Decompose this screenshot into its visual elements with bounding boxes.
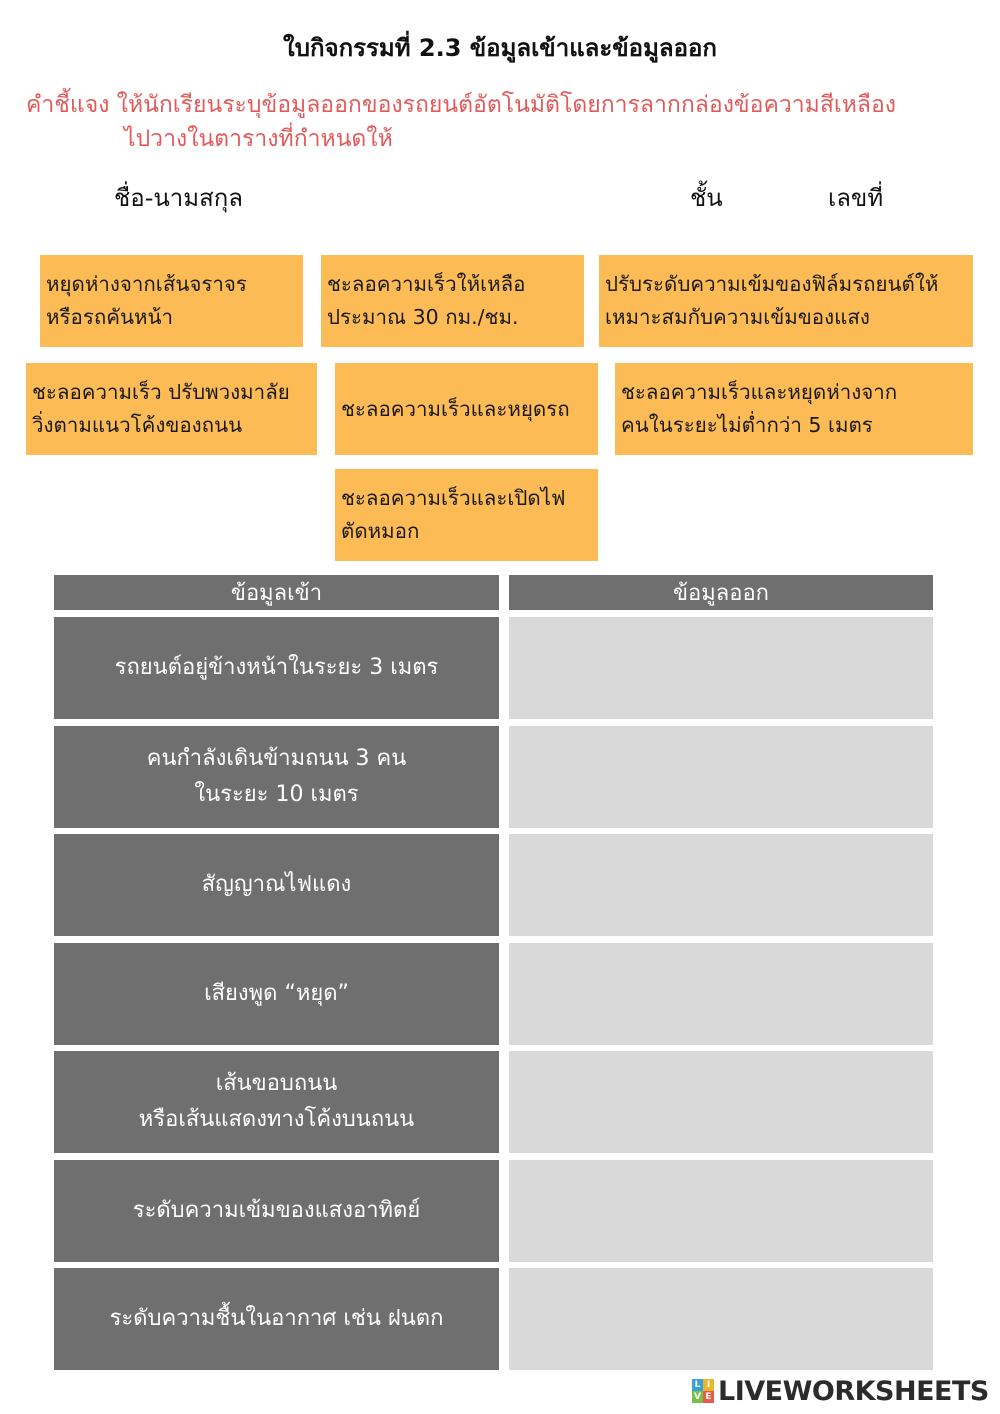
input-cell: ระดับความเข้มของแสงอาทิตย์ [54, 1160, 499, 1262]
worksheet-title: ใบกิจกรรมที่ 2.3 ข้อมูลเข้าและข้อมูลออก [283, 34, 717, 62]
instruction-line-2: ไปวางในตารางที่กำหนดให้ [124, 126, 393, 152]
logo-letter: V [692, 1391, 703, 1403]
logo-letter: L [692, 1379, 703, 1391]
output-drop-zone[interactable] [509, 1051, 933, 1153]
drag-card[interactable]: ปรับระดับความเข้มของฟิล์มรถยนต์ให้ เหมาะสมกับความเข้มของแสง [599, 255, 973, 347]
instructions [26, 88, 986, 156]
input-cell: เสียงพูด “หยุด” [54, 943, 499, 1045]
output-column-header: ข้อมูลออก [509, 575, 933, 610]
output-drop-zone[interactable] [509, 726, 933, 828]
drag-card[interactable]: ชะลอความเร็วและเปิดไฟ ตัดหมอก [335, 469, 598, 561]
output-drop-zone[interactable] [509, 617, 933, 719]
drag-card[interactable]: ชะลอความเร็วให้เหลือ ประมาณ 30 กม./ชม. [321, 255, 584, 347]
liveworksheets-logo [692, 1376, 989, 1406]
input-cell: คนกำลังเดินข้ามถนน 3 คน ในระยะ 10 เมตร [54, 726, 499, 828]
drag-card[interactable]: ชะลอความเร็วและหยุดรถ [335, 363, 598, 455]
input-cell: ระดับความชื้นในอากาศ เช่น ฝนตก [54, 1268, 499, 1370]
class-label: ชั้น [690, 184, 723, 212]
instruction-line-1: คำชี้แจง ให้นักเรียนระบุข้อมูลออกของรถยนต์อัตโนมัติโดยการลากกล่องข้อความสีเหลือง [26, 92, 897, 118]
name-label: ชื่อ-นามสกุล [114, 184, 243, 212]
drag-card[interactable]: ชะลอความเร็วและหยุดห่างจาก คนในระยะไม่ต่ำกว่า 5 เมตร [615, 363, 973, 455]
input-cell: สัญญาณไฟแดง [54, 834, 499, 936]
output-drop-zone[interactable] [509, 1268, 933, 1370]
input-cell: เส้นขอบถนน หรือเส้นแสดงทางโค้งบนถนน [54, 1051, 499, 1153]
logo-text: LIVEWORKSHEETS [718, 1375, 989, 1407]
drag-card[interactable]: หยุดห่างจากเส้นจราจร หรือรถคันหน้า [40, 255, 303, 347]
logo-letter: E [703, 1391, 714, 1403]
logo-letter: I [703, 1379, 714, 1391]
drag-card[interactable]: ชะลอความเร็ว ปรับพวงมาลัย วิ่งตามแนวโค้งของถนน [26, 363, 317, 455]
output-drop-zone[interactable] [509, 943, 933, 1045]
output-drop-zone[interactable] [509, 1160, 933, 1262]
output-drop-zone[interactable] [509, 834, 933, 936]
liveworksheets-logo-icon [692, 1379, 714, 1403]
number-label: เลขที่ [828, 184, 884, 212]
input-cell: รถยนต์อยู่ข้างหน้าในระยะ 3 เมตร [54, 617, 499, 719]
input-column-header: ข้อมูลเข้า [54, 575, 499, 610]
